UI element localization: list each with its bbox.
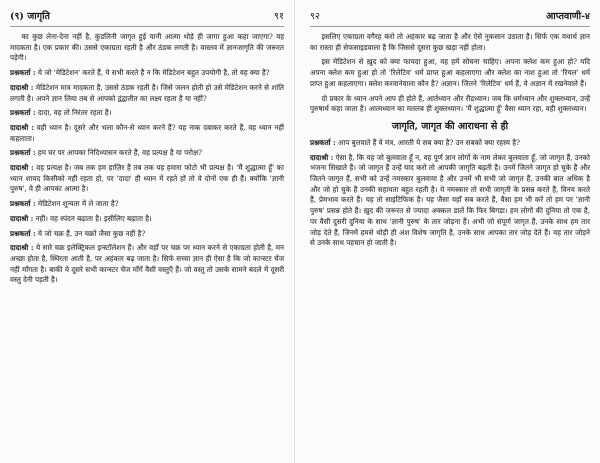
paragraph-text: का कुछ लेना-देना नहीं है, कुंडलिनी जागृत हुई यानी आत्मा थोड़े ही जागा हुआ कहा जाएगा? वह मादकता है। एक प्रकार की। उससे एकाग्रता रहती है और ठंडक लगती है। वास्तव में ज्ञानजागृति की जरूरत पड़ेगी।	[10, 32, 284, 63]
speaker-label: प्रश्नकर्ता :	[10, 228, 36, 238]
paragraph-text: वह प्रत्यक्ष है। जब तक हम हाज़िर हैं तब तक यह हमारा फोटो भी प्रत्यक्ष है। 'मैं शुद्धात्मा हूँ' का ध्यान शायद किसीको नहीं रहता हो, पर 'दादा' ही ध्यान में रहते हों तो वे दोनों एक ही हैं। क्योंकि 'ज्ञानी पुरुष', वे ही आपका आत्मा है।	[10, 163, 284, 194]
paragraph-text: नहीं। वह स्पंदन बढ़ाता है। इसीलिए बढ़ाता है।	[35, 213, 152, 223]
speaker-label: प्रश्नकर्ता :	[10, 108, 36, 118]
speaker-label: दादाश्री :	[10, 243, 34, 253]
dialogue-paragraph	[10, 199, 284, 210]
dialogue-paragraph	[310, 153, 590, 249]
paragraph-text: ऐसा है, कि यह जो बुलवाता हूँ न, वह पूर्ण ज्ञान लोगों के नाम लेकर बुलवाता हूँ, जो जागृत हैं, उनको भजना सिखाते हैं। जो जागृत हैं उन्हें याद करो तो आपकी जागृति बढ़ती है। उनमें जितने जागृत हो चुके हैं और जितने जागृत हैं, सभी को उन्हें नमस्कार बुलवाया है और उनमें भी सभी जो जागृत हैं, उनकी बात अधिक है और जो हो चुके हैं उनकी सहायता बहुत रहती है। ये नमस्कार तो सभी जागृती के प्रसन्न करते हैं, विनय करते हैं, प्रेमभाव करते हैं। यह तो साइंटिफिक है। यह जैसा यहाँ सब करते हैं, वैसा हम भी करें तो हम पर 'ज्ञानी पुरुष' प्रसन्न होते हैं। ख़ुद की जरूरत से ज्यादा अक्कल डालें कि फिर बिगड़ा। हम लोगों की दुनिया तो एक है, पर वैसी दुसरी दुनिया के साथ 'ज्ञानी पुरुष' के तार जोड़ना हैं। अभी जो संपूर्ण जागृत हैं, उनके साथ हम तार जोड़ देते हैं, जिनमें हमसे थोड़ी ही अंश विशेष जागृति है, उनके साथ आपका तार जोड़ देते हैं। वह तार जोड़ने से उनके साथ पहचान हो जाती है।	[310, 152, 590, 248]
section-heading: जागृति, जागृत की आराधना से ही	[391, 120, 509, 132]
dialogue-paragraph	[10, 123, 284, 144]
dialogue-paragraph	[310, 138, 590, 149]
paragraph-text: मेडिटेशन मात्र मादकता है, उससे ठंडक रहती है। जिसे जलन होती हो उसे मेडिटेशन करने से शांति लगती है। अपने ज्ञान लिया तब से आपको द्वंद्वातीत का लक्ष्य रहता है या नहीं?	[10, 82, 284, 103]
dialogue-paragraph	[10, 229, 284, 240]
dialogue-paragraph	[10, 163, 284, 195]
speaker-label: दादाश्री :	[10, 163, 34, 173]
paragraph-text: मेडिटेशन शून्यता में ले जाता है?	[37, 199, 119, 209]
speaker-label: प्रश्नकर्ता :	[310, 137, 336, 147]
dialogue-paragraph	[10, 214, 284, 225]
left-page	[0, 0, 295, 463]
page-number: ९२	[310, 11, 320, 22]
paragraph-text: ये सारे चक्र इलेक्ट्रिकल इन्स्टॉलेशन हैं। और वहाँ पर चक्र पर ध्यान करने से एकाग्रता होती है, मन अच्छा होता है, स्थिरता आती है, पर अहंकार बढ़ जाता है। सिर्फ सच्चा ज्ञान ही ऐसा है कि जो कान्स्टर चेंज नहीं माँगता है। बाकी ये दूसरे सभी कान्स्टर चेंज माँगें वैसी वस्तुएँ हैं। जो वस्तु तो उसके सामने बदले में दूसरी वस्तु देनी पड़ती है।	[10, 243, 285, 285]
speaker-label: प्रश्नकर्ता :	[10, 148, 36, 158]
right-page-body-bottom	[310, 138, 590, 249]
body-paragraph	[310, 32, 590, 53]
body-paragraph	[10, 32, 284, 64]
dialogue-paragraph	[10, 68, 284, 79]
paragraph-text: इसलिए एकाग्रता वगैरह करो तो अहंकार बढ़ जाता है और ऐसे नुकसान उठाता है। सिर्फ एक यथार्थ ज्ञान का रास्ता ही सेफसाइडवाला है कि जिससे दूसरा कुछ खड़ा नहीं होता।	[310, 32, 590, 52]
left-page-header	[10, 10, 284, 27]
right-page-body-top	[310, 32, 590, 115]
book-title: आप्तवाणी-४	[545, 11, 590, 22]
paragraph-text: इस मेडिटेशन से ख़ुद को क्या फायदा हुआ, वह हमें सोचना चाहिए। अपना क्लेश कम हुआ हो? यदि अपना क्लेश कम हुआ हो तो 'रिलेटिव' धर्म प्राप्त हुआ कहलाएगा और क्लेश का नाश हुआ तो 'रियल' धर्म प्राप्त हुआ कहलाएगा। क्लेश करवानेवाला कौन है? अज्ञान। जितने 'रिलेटिव' धर्म हैं, वे अज्ञान में रखनेवाले हैं।	[310, 57, 590, 88]
paragraph-text: वही ध्यान है। दूसरे और भला कौन-से ध्यान करने हैं? यह नाक दबाकर करते हैं, वह ध्यान नहीं कहलाता।	[10, 122, 284, 143]
paragraph-text: ये जो 'मेडिटेशन' करते हैं, ये सभी करते हैं न कि मेडिटेशन बहुत उपयोगी है, तो वह क्या है?	[37, 68, 270, 78]
body-paragraph	[310, 94, 590, 115]
left-page-body	[10, 32, 284, 286]
paragraph-text: दो प्रकार के ध्यान अपने आप ही होते हैं, आर्तध्यान और रौद्रध्यान। जब कि धर्मध्यान और शुक्लध्यान, उन्हें पुरुषार्थ कहा जाता है। आत्मध्यान का मतलब ही शुक्लध्यान। 'मैं शुद्धात्मा हूँ' वैसा ध्यान रहा, वही शुक्लध्यान।	[310, 93, 590, 114]
dialogue-paragraph	[10, 148, 284, 159]
right-page-header	[310, 10, 590, 27]
paragraph-text: दादा, वह तो निरंतर रहता है।	[37, 108, 112, 118]
paragraph-text: हम घर पर आपका निदिध्यासन करते हैं, वह प्रत्यक्ष है या परोक्ष?	[37, 148, 202, 158]
paragraph-text: आप बुलवाते हैं वे मंत्र, आरती ये सब क्या है? उन सबको क्या रहस्य है?	[337, 137, 520, 147]
speaker-label: दादाश्री :	[10, 122, 34, 132]
speaker-label: प्रश्नकर्ता :	[10, 68, 36, 78]
speaker-label: दादाश्री :	[10, 82, 34, 92]
dialogue-paragraph	[10, 243, 284, 286]
paragraph-text: ये जो चक्र हैं, उन चक्रों जैसा कुछ नहीं है?	[37, 228, 146, 238]
body-paragraph	[310, 57, 590, 89]
dialogue-paragraph	[10, 83, 284, 104]
chapter-title: (९) जागृति	[10, 11, 50, 22]
speaker-label: दादाश्री :	[10, 213, 34, 223]
page-number: ९१	[274, 11, 284, 22]
right-page	[300, 0, 600, 463]
speaker-label: प्रश्नकर्ता :	[10, 199, 36, 209]
speaker-label: दादाश्री :	[310, 152, 334, 162]
dialogue-paragraph	[10, 108, 284, 119]
